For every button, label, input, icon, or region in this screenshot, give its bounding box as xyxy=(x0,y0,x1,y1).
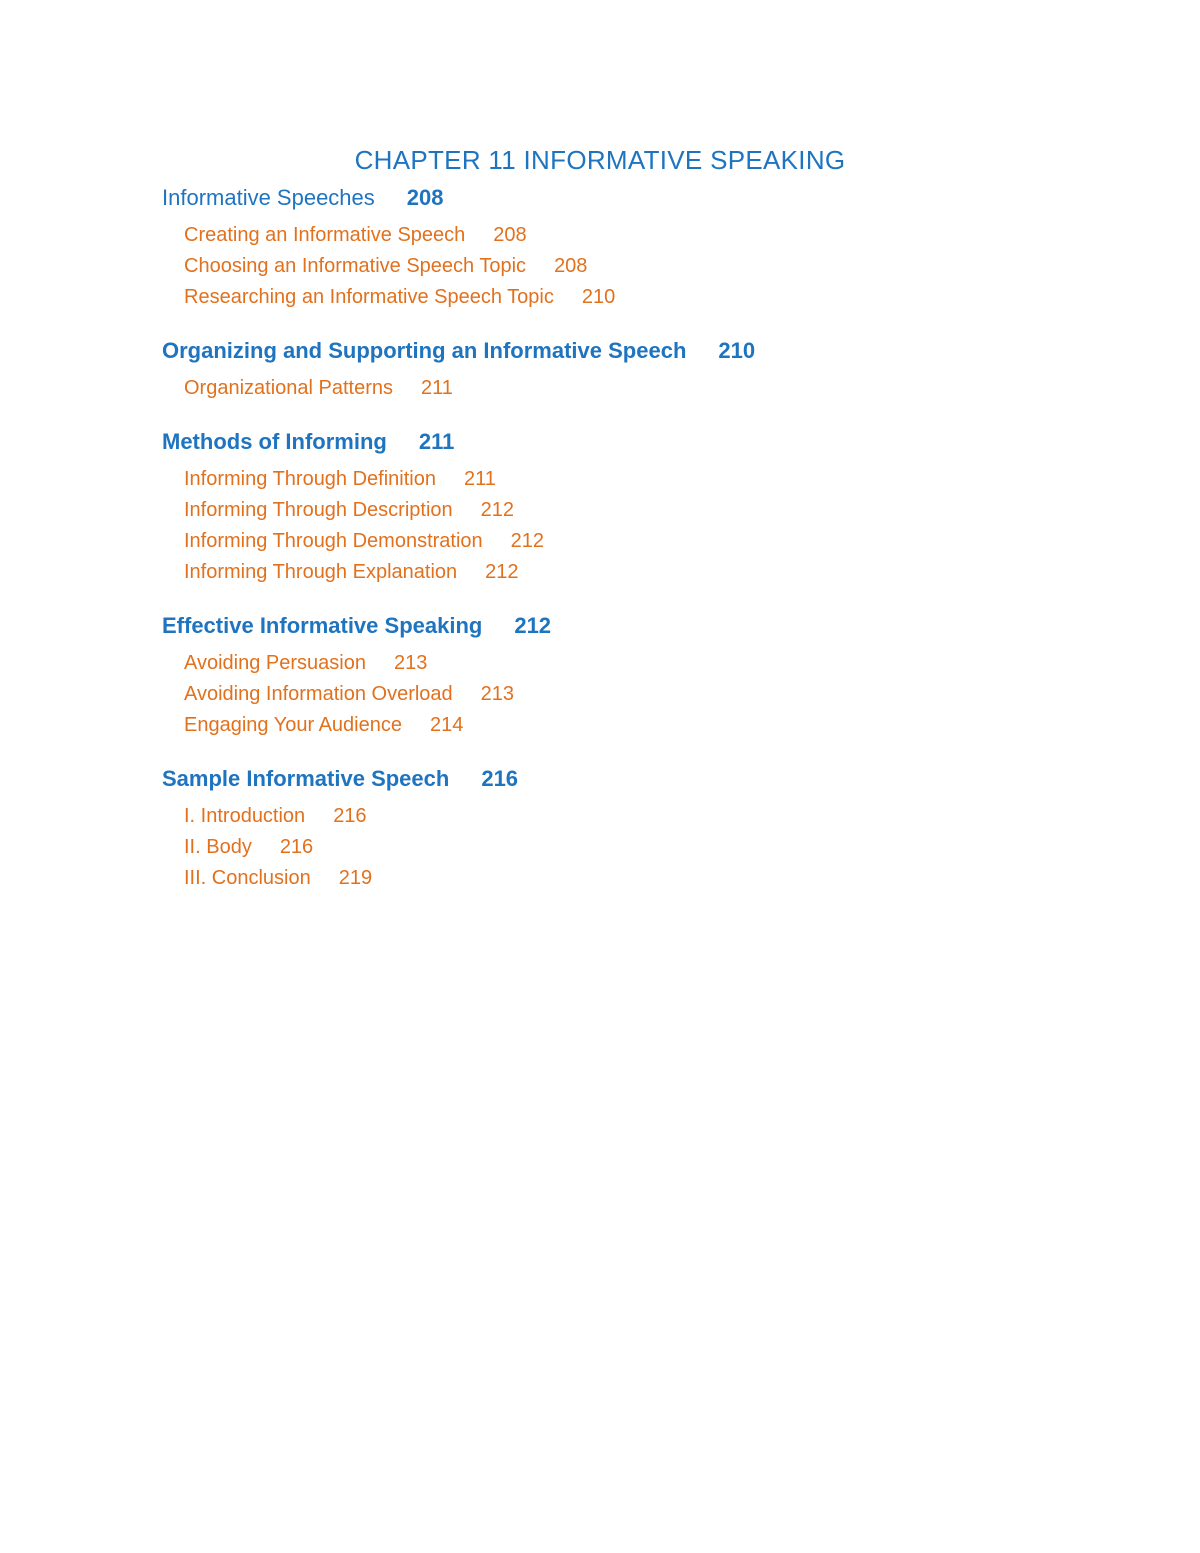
section-title: Effective Informative Speaking xyxy=(162,613,483,638)
subsection-page-number: 213 xyxy=(393,652,428,674)
subsection-title: Choosing an Informative Speech Topic xyxy=(184,255,527,277)
subsection-item[interactable] xyxy=(184,282,1062,313)
subsection-list xyxy=(162,801,1062,894)
subsection-item[interactable] xyxy=(184,464,1062,495)
subsection-item[interactable] xyxy=(184,710,1062,741)
table-of-contents xyxy=(162,180,1062,894)
subsection-item[interactable] xyxy=(184,679,1062,710)
subsection-page-number: 210 xyxy=(581,286,616,308)
subsection-page-number: 213 xyxy=(480,683,515,705)
section-page-number: 210 xyxy=(718,338,756,363)
section-heading[interactable] xyxy=(162,333,1062,369)
subsection-list xyxy=(162,220,1062,313)
subsection-list xyxy=(162,373,1062,404)
section-title: Organizing and Supporting an Informative Speech xyxy=(162,338,687,363)
section-title: Methods of Informing xyxy=(162,429,387,454)
toc-section xyxy=(162,608,1062,741)
section-page-number: 208 xyxy=(406,185,444,210)
subsection-list xyxy=(162,464,1062,588)
subsection-page-number: 212 xyxy=(510,530,545,552)
subsection-title: Engaging Your Audience xyxy=(184,714,402,736)
subsection-item[interactable] xyxy=(184,648,1062,679)
subsection-item[interactable] xyxy=(184,863,1062,894)
toc-section xyxy=(162,180,1062,313)
subsection-item[interactable] xyxy=(184,801,1062,832)
subsection-page-number: 212 xyxy=(480,499,515,521)
subsection-page-number: 216 xyxy=(333,805,367,827)
subsection-item[interactable] xyxy=(184,220,1062,251)
section-heading[interactable] xyxy=(162,608,1062,644)
section-page-number: 216 xyxy=(481,766,519,791)
toc-section xyxy=(162,333,1062,404)
subsection-title: Organizational Patterns xyxy=(184,377,394,399)
subsection-title: Informing Through Definition xyxy=(184,468,436,490)
section-heading[interactable] xyxy=(162,761,1062,797)
subsection-page-number: 214 xyxy=(429,714,464,736)
subsection-item[interactable] xyxy=(184,373,1062,404)
subsection-title: Avoiding Persuasion xyxy=(184,652,366,674)
section-title: Informative Speeches xyxy=(162,185,375,210)
subsection-title: III. Conclusion xyxy=(184,867,311,889)
subsection-title: Informing Through Description xyxy=(184,499,453,521)
subsection-page-number: 208 xyxy=(493,224,527,246)
subsection-title: Avoiding Information Overload xyxy=(184,683,453,705)
subsection-page-number: 212 xyxy=(485,561,519,583)
subsection-item[interactable] xyxy=(184,251,1062,282)
section-heading[interactable] xyxy=(162,180,1062,216)
section-title: Sample Informative Speech xyxy=(162,766,450,791)
toc-section xyxy=(162,761,1062,894)
subsection-item[interactable] xyxy=(184,832,1062,863)
subsection-page-number: 208 xyxy=(554,255,588,277)
subsection-title: Researching an Informative Speech Topic xyxy=(184,286,554,308)
subsection-page-number: 211 xyxy=(464,468,496,490)
subsection-title: Informing Through Demonstration xyxy=(184,530,483,552)
subsection-title: Creating an Informative Speech xyxy=(184,224,466,246)
toc-section xyxy=(162,424,1062,588)
section-page-number: 211 xyxy=(418,429,455,454)
subsection-page-number: 216 xyxy=(279,836,314,858)
subsection-title: Informing Through Explanation xyxy=(184,561,458,583)
subsection-page-number: 219 xyxy=(338,867,373,889)
subsection-title: I. Introduction xyxy=(184,805,306,827)
subsection-title: II. Body xyxy=(184,836,252,858)
section-page-number: 212 xyxy=(514,613,552,638)
subsection-item[interactable] xyxy=(184,526,1062,557)
subsection-list xyxy=(162,648,1062,741)
section-heading[interactable] xyxy=(162,424,1062,460)
chapter-title: CHAPTER 11 INFORMATIVE SPEAKING xyxy=(354,145,846,175)
subsection-item[interactable] xyxy=(184,495,1062,526)
subsection-item[interactable] xyxy=(184,557,1062,588)
subsection-page-number: 211 xyxy=(421,377,453,399)
